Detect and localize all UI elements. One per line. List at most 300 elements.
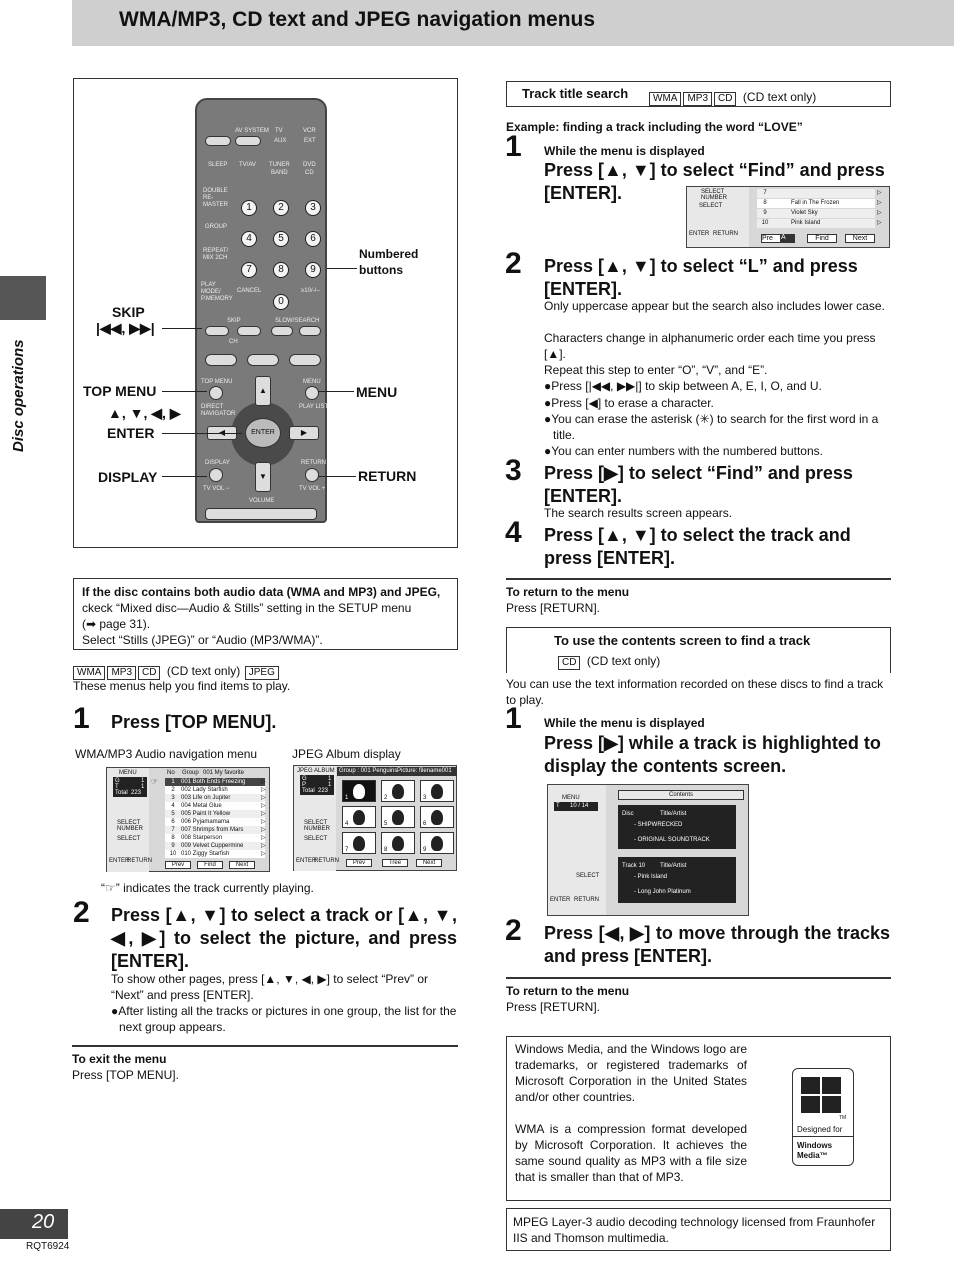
display-callout: DISPLAY xyxy=(98,469,158,485)
remote-label: SKIP xyxy=(227,318,241,324)
remote-label: SLOW/SEARCH xyxy=(275,318,320,324)
jpeg-header xyxy=(337,767,457,776)
screen-label: Group : 001 Penguins xyxy=(339,768,398,774)
cd-tag: CD xyxy=(558,656,580,670)
mpeg-note-box xyxy=(506,1208,891,1251)
row-arrow-icon: ▷ xyxy=(261,819,266,825)
screen-label: 1 xyxy=(328,776,332,782)
screen-label: Group xyxy=(182,770,199,776)
thumbnail-number: 3 xyxy=(423,795,427,801)
return-heading: To return to the menu xyxy=(506,984,630,998)
remote-label: AUX xyxy=(274,138,287,144)
track-row xyxy=(165,778,265,786)
return-button xyxy=(305,468,319,482)
note-text: Select “Stills (JPEG)” or “Audio (MP3/WMA)”. xyxy=(82,633,323,647)
screen-label: - Pink Island xyxy=(634,874,668,880)
menu-button xyxy=(305,386,319,400)
page-number: 20 xyxy=(32,1211,55,1233)
skip-forward-button xyxy=(237,326,261,336)
photo-thumbnail xyxy=(381,832,415,854)
remote-label: TOP MENU xyxy=(201,379,233,385)
note-text: (➡ page 31). xyxy=(82,617,151,631)
return-text: Press [RETURN]. xyxy=(506,1000,601,1014)
penguin-icon xyxy=(353,810,365,825)
next-button: Next xyxy=(416,859,442,867)
row-arrow-icon: ▷ xyxy=(877,220,882,226)
screen-label: RETURN xyxy=(713,231,738,237)
penguin-icon xyxy=(431,784,443,799)
contents-screen xyxy=(547,784,749,916)
screen-label: P xyxy=(302,782,307,788)
row-arrow-icon: ▷ xyxy=(261,787,266,793)
track-name: 005 Paint It Yellow xyxy=(181,811,231,817)
step-number: 1 xyxy=(505,130,522,163)
return-callout: RETURN xyxy=(358,468,417,484)
track-counter xyxy=(554,802,598,811)
track-number: 3 xyxy=(171,795,175,801)
numbered-buttons-callout: Numbered buttons xyxy=(359,247,419,277)
photo-thumbnail xyxy=(381,780,415,802)
next-button: Next xyxy=(845,234,875,243)
arrows-callout: ▲, ▼, ◀, ▶ xyxy=(108,405,181,421)
cd-text-only-note: (CD text only) xyxy=(586,654,661,668)
step-title: Press [▲, ▼] to select a track or [▲, ▼, ◀, ▶] to select the picture, and press [ENTER]. xyxy=(111,905,457,971)
step-bullet: ●You can enter numbers with the numbered buttons. xyxy=(544,444,823,458)
remote-control-illustration xyxy=(195,98,327,523)
track-name: 010 Ziggy Starfish xyxy=(181,851,230,857)
number-button: 2 xyxy=(273,200,289,216)
callout-line xyxy=(162,433,242,434)
screen-label: Total xyxy=(115,790,128,796)
volume-rocker xyxy=(205,508,317,520)
page-number-tab xyxy=(0,1209,68,1239)
divider xyxy=(506,578,891,580)
step-text: The search results screen appears. xyxy=(544,506,733,520)
track-name: 004 Metal Glue xyxy=(181,803,222,809)
section-label-text: Disc operations xyxy=(10,339,27,452)
thumbnail-number: 4 xyxy=(345,821,349,827)
step-number: 2 xyxy=(505,247,522,280)
cd-tag: CD xyxy=(138,666,160,680)
track-name: 007 Shrimps from Mars xyxy=(181,827,244,833)
track-number: 10 xyxy=(761,220,769,226)
remote-label: DISPLAY xyxy=(205,460,230,466)
thumbnail-number: 9 xyxy=(423,847,427,853)
screen-label: Total xyxy=(302,788,315,794)
screen-label: MENU xyxy=(119,770,137,776)
row-arrow-icon: ▷ xyxy=(261,827,266,833)
track-row xyxy=(165,794,265,802)
penguin-icon xyxy=(431,810,443,825)
enter-callout: ENTER xyxy=(107,425,155,441)
remote-label: TV/AV xyxy=(239,162,256,168)
track-number: 5 xyxy=(171,811,175,817)
track-row xyxy=(757,219,875,228)
screen-label: 223 xyxy=(318,788,329,794)
logo-text: Designed for xyxy=(797,1125,843,1134)
remote-label: DVD xyxy=(303,162,316,168)
intro-text: These menus help you find items to play. xyxy=(73,679,291,693)
screen-label: - Long John Platinum xyxy=(634,889,691,895)
screen-label: SELECT xyxy=(576,873,600,879)
thumbnail-number: 2 xyxy=(384,795,388,801)
skip-back-button xyxy=(205,326,229,336)
track-name: Pink Island xyxy=(791,220,821,226)
step-text: To show other pages, press [▲, ▼, ◀, ▶] to select “Prev” or “Next” and press [ENTER]. xyxy=(111,972,428,1002)
exit-heading: To exit the menu xyxy=(72,1052,167,1066)
document-code: RQT6924 xyxy=(26,1241,70,1252)
audio-navigation-screen xyxy=(106,767,270,872)
photo-thumbnail xyxy=(342,832,376,854)
prev-button: Pre xyxy=(761,234,781,243)
number-button: 6 xyxy=(305,231,321,247)
track-title-search-box xyxy=(506,81,891,107)
remote-label: TUNER xyxy=(269,162,290,168)
page-title: WMA/MP3, CD text and JPEG navigation menus xyxy=(119,8,596,31)
track-row xyxy=(165,826,265,834)
remote-label: TV VOL + xyxy=(299,486,326,492)
track-row xyxy=(165,786,265,794)
step-bullet: ●Press [|◀◀, ▶▶|] to skip between A, E, I, O, and U. xyxy=(544,379,822,393)
logo-text: Windows xyxy=(797,1141,833,1150)
number-button: 3 xyxy=(305,200,321,216)
remote-label: AV SYSTEM xyxy=(235,128,269,134)
track-row xyxy=(165,834,265,842)
screen-label: RETURN xyxy=(127,858,152,864)
photo-thumbnail xyxy=(342,780,376,802)
penguin-icon xyxy=(431,836,443,851)
step-title-wrap xyxy=(544,159,890,205)
step-bullet: ●Press [◀] to erase a character. xyxy=(544,396,714,410)
callout-line xyxy=(162,476,207,477)
thumbnail-number: 5 xyxy=(384,821,388,827)
track-number: 4 xyxy=(171,803,175,809)
screen-label: 1 xyxy=(141,778,145,784)
number-button: 9 xyxy=(305,262,321,278)
av-system-power-button xyxy=(235,136,261,146)
screen-label: T xyxy=(115,784,119,790)
remote-label: REPEAT/ MIX 2CH xyxy=(203,248,229,261)
cd-text-only-note: (CD text only) xyxy=(742,90,817,104)
step-text: Only uppercase appear but the search also includes lower case. xyxy=(544,299,885,313)
remote-label: CANCEL xyxy=(237,288,262,294)
slow-forward-button xyxy=(299,326,321,336)
contents-header: Contents xyxy=(618,790,744,800)
screen-label: G xyxy=(115,778,120,784)
remote-label: SLEEP xyxy=(208,162,228,168)
step-title: Press [TOP MENU]. xyxy=(111,712,277,732)
track-number: 10 xyxy=(169,851,177,857)
next-button: Next xyxy=(229,861,255,869)
track-row xyxy=(165,818,265,826)
stop-button xyxy=(205,354,237,366)
number-button: 4 xyxy=(241,231,257,247)
down-button: ▼ xyxy=(255,462,271,492)
remote-label: DIRECT NAVIGATOR xyxy=(201,404,236,417)
audio-menu-caption: WMA/MP3 Audio navigation menu xyxy=(75,747,258,761)
penguin-icon xyxy=(392,810,404,825)
screen-label: RETURN xyxy=(314,858,339,864)
menu-callout: MENU xyxy=(356,384,398,400)
section-heading: To use the contents screen to find a track xyxy=(554,633,811,648)
prev-button: Prev xyxy=(346,859,372,867)
cd-tag: CD xyxy=(714,92,736,106)
track-name: Fall in The Frozen xyxy=(791,200,840,206)
thumbnail-number: 6 xyxy=(423,821,427,827)
example-text: Example: finding a track including the word “LOVE” xyxy=(506,120,803,134)
note-heading: If the disc contains both audio data (WMA and MP3) and JPEG, xyxy=(82,585,441,599)
step-number: 3 xyxy=(505,454,522,487)
screen-label: SELECT xyxy=(117,836,141,842)
format-tags xyxy=(558,652,660,670)
screen-label: 001 My favorite xyxy=(203,770,245,776)
step-number: 4 xyxy=(505,516,522,549)
track-row xyxy=(165,842,265,850)
contents-intro: You can use the text information recorded on these discs to find a track to play. xyxy=(506,677,884,707)
row-arrow-icon: ▷ xyxy=(261,843,266,849)
screen-label: ENTER xyxy=(550,897,571,903)
power-button xyxy=(205,136,231,146)
screen-label: Track 10 xyxy=(622,863,646,869)
track-row xyxy=(165,802,265,810)
track-name: Violet Sky xyxy=(791,210,818,216)
track-name: 008 Starperson xyxy=(181,835,223,841)
screen-info-box xyxy=(113,777,147,797)
screen-label: Title/Artist xyxy=(660,811,687,817)
screen-label: 1 xyxy=(141,784,145,790)
track-number: 7 xyxy=(763,190,767,196)
remote-label: EXT xyxy=(304,138,316,144)
row-arrow-icon: ▷ xyxy=(261,835,266,841)
track-number: 2 xyxy=(171,787,175,793)
windows-flag-icon xyxy=(801,1077,841,1113)
prev-button: Prev xyxy=(165,861,191,869)
screen-label: - ORIGINAL SOUNDTRACK xyxy=(634,837,710,843)
divider xyxy=(72,1045,458,1047)
mixed-disc-note xyxy=(73,578,458,650)
step-text: Characters change in alphanumeric order each time you press [▲]. xyxy=(544,331,876,361)
track-number: 7 xyxy=(171,827,175,833)
number-button: 1 xyxy=(241,200,257,216)
track-info-panel xyxy=(618,857,736,903)
step-number: 1 xyxy=(505,702,522,735)
photo-thumbnail xyxy=(420,832,454,854)
disc-info-panel xyxy=(618,805,736,849)
row-arrow-icon: ▷ xyxy=(261,779,266,785)
format-tags xyxy=(649,88,816,106)
remote-label: PLAY MODE/ P.MEMORY xyxy=(201,282,233,302)
track-number: 8 xyxy=(171,835,175,841)
number-button: 7 xyxy=(241,262,257,278)
title-bar xyxy=(72,0,954,46)
screen-label: ENTER xyxy=(109,858,130,864)
screen-label: T xyxy=(556,803,560,809)
number-button: 8 xyxy=(273,262,289,278)
penguin-icon xyxy=(353,836,365,851)
screen-label: SELECT NUMBER xyxy=(117,820,144,832)
remote-label: BAND xyxy=(271,170,288,176)
track-name: 003 Life on Jupiter xyxy=(181,795,231,801)
screen-label: ENTER xyxy=(689,231,710,237)
track-name: 006 Pyjamamama xyxy=(181,819,230,825)
remote-label: GROUP xyxy=(205,224,228,230)
callout-line xyxy=(162,328,202,329)
track-row xyxy=(757,209,875,218)
track-number: 1 xyxy=(171,779,175,785)
skip-callout: SKIP xyxy=(112,304,145,320)
screen-label: - SHIPWRECKED xyxy=(634,822,683,828)
track-name: 002 Lady Starfish xyxy=(181,787,228,793)
remote-label: TV VOL − xyxy=(203,486,230,492)
step-text: Repeat this step to enter “O”, “V”, and “E”. xyxy=(544,363,768,377)
screen-label: MENU xyxy=(562,795,580,801)
screen-label: Disc xyxy=(622,811,634,817)
number-button: 0 xyxy=(273,294,289,310)
track-number: 6 xyxy=(171,819,175,825)
screen-label: RETURN xyxy=(574,897,599,903)
enter-button: ENTER xyxy=(245,418,281,448)
top-menu-button xyxy=(209,386,223,400)
track-name: 009 Velvet Cuppermine xyxy=(181,843,244,849)
callout-line xyxy=(318,476,356,477)
find-button: Find xyxy=(807,234,837,243)
wma-text: WMA is a compression format developed by Microsoft Corporation. It achieves the same sound quality as MP3 with a file size that is smaller than that of MP3. xyxy=(515,1122,747,1184)
step-number: 1 xyxy=(73,702,90,735)
remote-label: CH xyxy=(229,339,238,345)
penguin-icon xyxy=(392,784,404,799)
playing-note: “☞” indicates the track currently playing. xyxy=(101,881,314,895)
track-number: 9 xyxy=(763,210,767,216)
playing-indicator-icon: ☞ xyxy=(151,777,159,786)
remote-label: ≥10/-/-- xyxy=(301,288,321,294)
callout-line xyxy=(327,268,357,269)
screen-label: SELECT NUMBER xyxy=(304,820,331,832)
screen-label: JPEG ALBUM xyxy=(297,768,335,774)
remote-label: PLAY LIST xyxy=(299,404,329,410)
track-row xyxy=(165,850,265,858)
row-arrow-icon: ▷ xyxy=(261,795,266,801)
pause-button xyxy=(247,354,279,366)
remote-label: RETURN xyxy=(301,460,326,466)
trademark-text: Windows Media, and the Windows logo are trademarks, or registered trademarks of Microsoft Corporation in the United States and/or other countries. xyxy=(515,1042,747,1104)
step-title: Press [▲, ▼] to select “Find” and press [ENTER]. xyxy=(544,160,885,203)
exit-text: Press [TOP MENU]. xyxy=(72,1068,179,1082)
remote-label: TV xyxy=(275,128,283,134)
wma-tag: WMA xyxy=(649,92,681,106)
screen-label: SELECT NUMBER xyxy=(701,189,728,201)
section-heading: Track title search xyxy=(522,86,629,101)
step-pre: While the menu is displayed xyxy=(544,716,705,730)
jpeg-album-caption: JPEG Album display xyxy=(292,747,401,761)
return-heading: To return to the menu xyxy=(506,585,630,599)
up-button: ▲ xyxy=(255,376,271,406)
thumbnail-number: 1 xyxy=(345,795,349,801)
jpeg-album-screen xyxy=(293,765,457,871)
note-text: ckeck “Mixed disc—Audio & Stills” setting in the SETUP menu xyxy=(82,601,412,615)
display-button xyxy=(209,468,223,482)
track-number: 9 xyxy=(171,843,175,849)
penguin-icon xyxy=(392,836,404,851)
top-menu-callout: TOP MENU xyxy=(83,383,157,399)
step-pre: While the menu is displayed xyxy=(544,144,705,158)
thumbnail-number: 8 xyxy=(384,847,388,853)
step-number: 2 xyxy=(505,914,522,947)
row-arrow-icon: ▷ xyxy=(877,190,882,196)
play-button xyxy=(289,354,321,366)
step-title: Press [◀, ▶] to move through the tracks and press [ENTER]. xyxy=(544,923,890,966)
screen-label: 223 xyxy=(131,790,142,796)
photo-thumbnail xyxy=(420,806,454,828)
step-title: Press [▶] to select “Find” and press [ENTER]. xyxy=(544,463,853,506)
screen-label: Picture: filename001 xyxy=(397,768,452,774)
remote-label: DOUBLE RE-MASTER xyxy=(203,188,229,208)
step-bullet: ●You can erase the asterisk (✳) to search for the first word in a title. xyxy=(544,412,879,442)
section-tab xyxy=(0,276,46,320)
row-arrow-icon: ▷ xyxy=(261,811,266,817)
photo-thumbnail xyxy=(420,780,454,802)
screen-label: 10 / 14 xyxy=(570,803,589,809)
remote-label: MENU xyxy=(303,379,321,385)
screen-label: No xyxy=(167,770,175,776)
skip-keys-callout: |◀◀, ▶▶| xyxy=(96,320,155,336)
remote-label: VCR xyxy=(303,128,316,134)
tree-button: Tree xyxy=(382,859,408,867)
remote-label: CD xyxy=(305,170,314,176)
logo-text: TM xyxy=(839,1115,847,1121)
windows-media-logo xyxy=(792,1068,854,1166)
contents-screen-box xyxy=(506,627,891,673)
thumbnail-number: 7 xyxy=(345,847,349,853)
screen-label: SELECT xyxy=(699,203,723,209)
screen-info-box xyxy=(300,775,334,795)
penguin-icon xyxy=(353,784,365,799)
mp3-tag: MP3 xyxy=(107,666,136,680)
step-title: Press [▲, ▼] to select “L” and press [ENTER]. xyxy=(544,256,858,299)
row-arrow-icon: ▷ xyxy=(261,851,266,857)
row-arrow-icon: ▷ xyxy=(877,200,882,206)
step-title: Press [▶] while a track is highlighted to display the contents screen. xyxy=(544,733,881,776)
logo-text: Media™ xyxy=(797,1151,828,1160)
divider xyxy=(506,977,891,979)
row-arrow-icon: ▷ xyxy=(261,803,266,809)
wma-tag: WMA xyxy=(73,666,105,680)
search-char-field: A xyxy=(781,234,795,243)
track-name: 001 Both Ends Freezing xyxy=(181,779,246,785)
slow-back-button xyxy=(271,326,293,336)
cd-text-only-note: (CD text only) xyxy=(166,664,241,678)
screen-label: 1 xyxy=(328,782,332,788)
step-bullet: ●After listing all the tracks or pictures in one group, the list for the next group appears. xyxy=(111,1004,457,1034)
photo-thumbnail xyxy=(342,806,376,828)
track-number: 8 xyxy=(763,200,767,206)
right-button: ▶ xyxy=(289,426,319,440)
jpeg-tag: JPEG xyxy=(245,666,279,680)
section-label xyxy=(8,330,38,460)
number-button: 5 xyxy=(273,231,289,247)
screen-label: Title/Artist xyxy=(660,863,687,869)
screen-label: SELECT xyxy=(304,836,328,842)
callout-line xyxy=(318,391,354,392)
step-number: 2 xyxy=(73,896,90,929)
return-text: Press [RETURN]. xyxy=(506,601,601,615)
find-button: Find xyxy=(197,861,223,869)
screen-label: G xyxy=(302,776,307,782)
callout-line xyxy=(162,391,207,392)
remote-label: VOLUME xyxy=(249,498,275,504)
step-title: Press [▲, ▼] to select the track and press [ENTER]. xyxy=(544,525,851,568)
track-row xyxy=(165,810,265,818)
mp3-tag: MP3 xyxy=(683,92,712,106)
